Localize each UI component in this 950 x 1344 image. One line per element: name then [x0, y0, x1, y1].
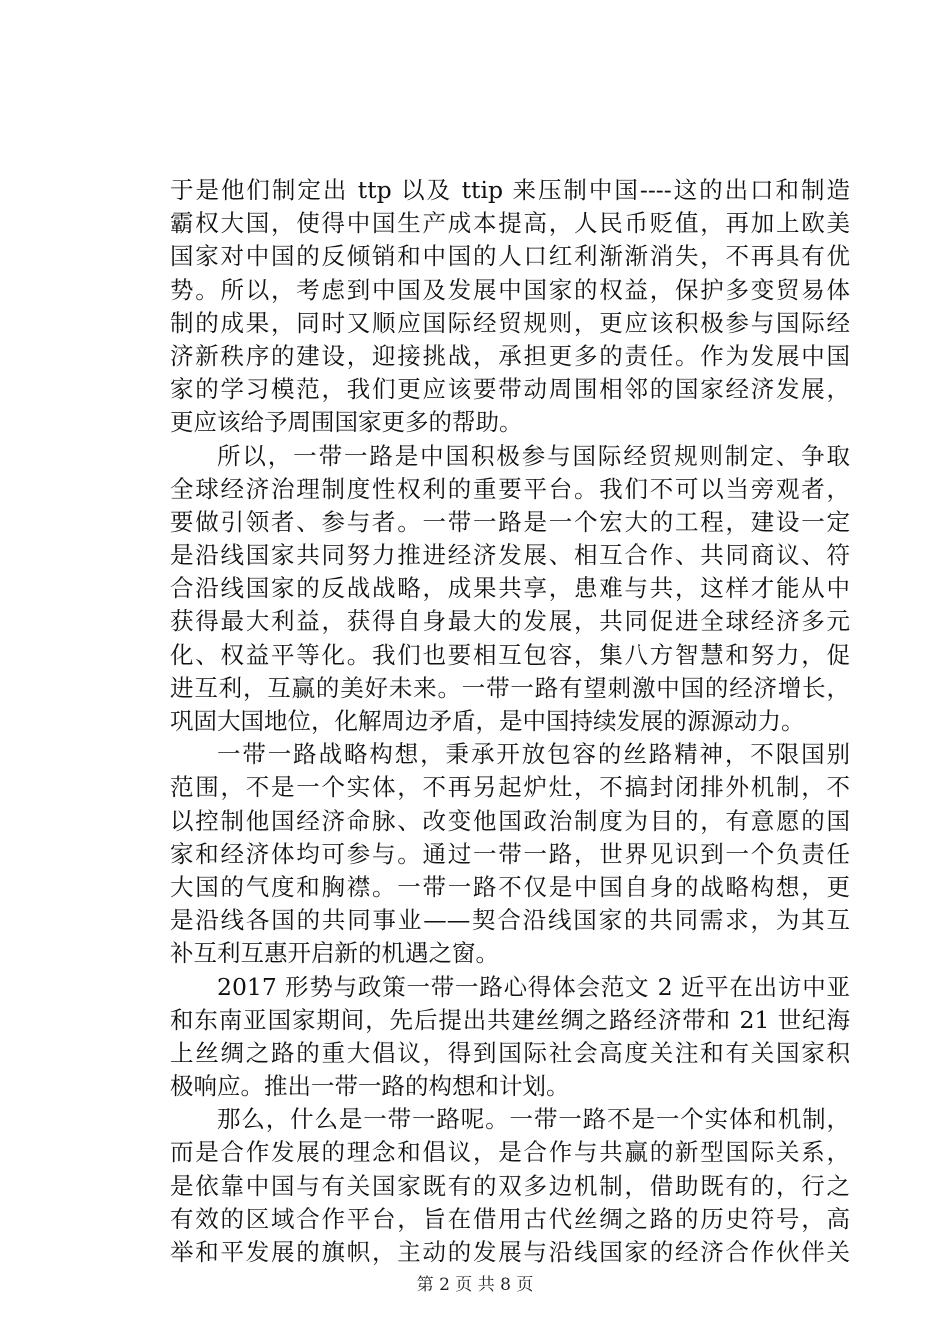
text-line: 巩固大国地位，化解周边矛盾，是中国持续发展的源源动力。: [170, 707, 805, 735]
text-line: 是沿线各国的共同事业——契合沿线国家的共同需求，为其互: [170, 906, 850, 935]
page-footer: 第 2 页 共 8 页: [416, 1275, 534, 1295]
text-line: 一带一路战略构想，秉承开放包容的丝路精神，不限国别: [217, 740, 850, 769]
text-line: 范围，不是一个实体，不再另起炉灶，不搞封闭排外机制，不: [170, 773, 850, 802]
text-line: 制的成果，同时又顺应国际经贸规则，更应该积极参与国际经: [170, 308, 850, 337]
text-line: 要做引领者、参与者。一带一路是一个宏大的工程，建设一定: [170, 507, 850, 536]
text-line: 获得最大利益，获得自身最大的发展，共同促进全球经济多元: [170, 607, 850, 636]
text-line: 以控制他国经济命脉、改变他国政治制度为目的，有意愿的国: [170, 806, 850, 835]
text-line: 于是他们制定出 ttp 以及 ttip 来压制中国----这的出口和制造: [170, 176, 850, 204]
text-line: 和东南亚国家期间，先后提出共建丝绸之路经济带和 21 世纪海: [170, 1005, 850, 1034]
text-line: 化、权益平等化。我们也要相互包容，集八方智慧和努力，促: [170, 640, 850, 669]
text-line: 2017 形势与政策一带一路心得体会范文 2 近平在出访中亚: [217, 972, 850, 1001]
text-line: 更应该给予周围国家更多的帮助。: [170, 408, 523, 437]
text-line: 上丝绸之路的重大倡议，得到国际社会高度关注和有关国家积: [170, 1038, 850, 1067]
text-line: 进互利，互赢的美好未来。一带一路有望刺激中国的经济增长，: [170, 673, 850, 702]
text-line: 家的学习模范，我们更应该要带动周围相邻的国家经济发展，: [170, 375, 850, 404]
text-line: 家和经济体均可参与。通过一带一路，世界见识到一个负责任: [170, 839, 850, 868]
text-line: 举和平发展的旗帜，主动的发展与沿线国家的经济合作伙伴关: [170, 1238, 850, 1266]
text-line: 大国的气度和胸襟。一带一路不仅是中国自身的战略构想，更: [170, 872, 850, 901]
text-line: 而是合作发展的理念和倡议，是合作与共赢的新型国际关系，: [170, 1138, 850, 1167]
text-line: 极响应。推出一带一路的构想和计划。: [170, 1072, 570, 1101]
text-line: 合沿线国家的反战战略，成果共享，患难与共，这样才能从中: [170, 574, 850, 603]
text-line: 那么，什么是一带一路呢。一带一路不是一个实体和机制，: [217, 1105, 850, 1134]
text-line: 霸权大国，使得中国生产成本提高，人民币贬值，再加上欧美: [170, 209, 850, 238]
text-line: 是沿线国家共同努力推进经济发展、相互合作、共同商议、符: [170, 541, 850, 570]
document-body: [170, 174, 850, 1269]
text-line: 济新秩序的建设，迎接挑战，承担更多的责任。作为发展中国: [170, 341, 850, 370]
text-line: 国家对中国的反倾销和中国的人口红利渐渐消失，不再具有优: [170, 242, 850, 271]
text-line: 所以，一带一路是中国积极参与国际经贸规则制定、争取: [217, 441, 850, 470]
text-line: 势。所以，考虑到中国及发展中国家的权益，保护多变贸易体: [170, 275, 850, 304]
text-line: 补互利互惠开启新的机遇之窗。: [170, 939, 499, 968]
text-line: 有效的区域合作平台，旨在借用古代丝绸之路的历史符号，高: [170, 1204, 850, 1233]
text-line: 全球经济治理制度性权利的重要平台。我们不可以当旁观者，: [170, 474, 850, 503]
text-line: 是依靠中国与有关国家既有的双多边机制，借助既有的，行之: [170, 1171, 850, 1200]
